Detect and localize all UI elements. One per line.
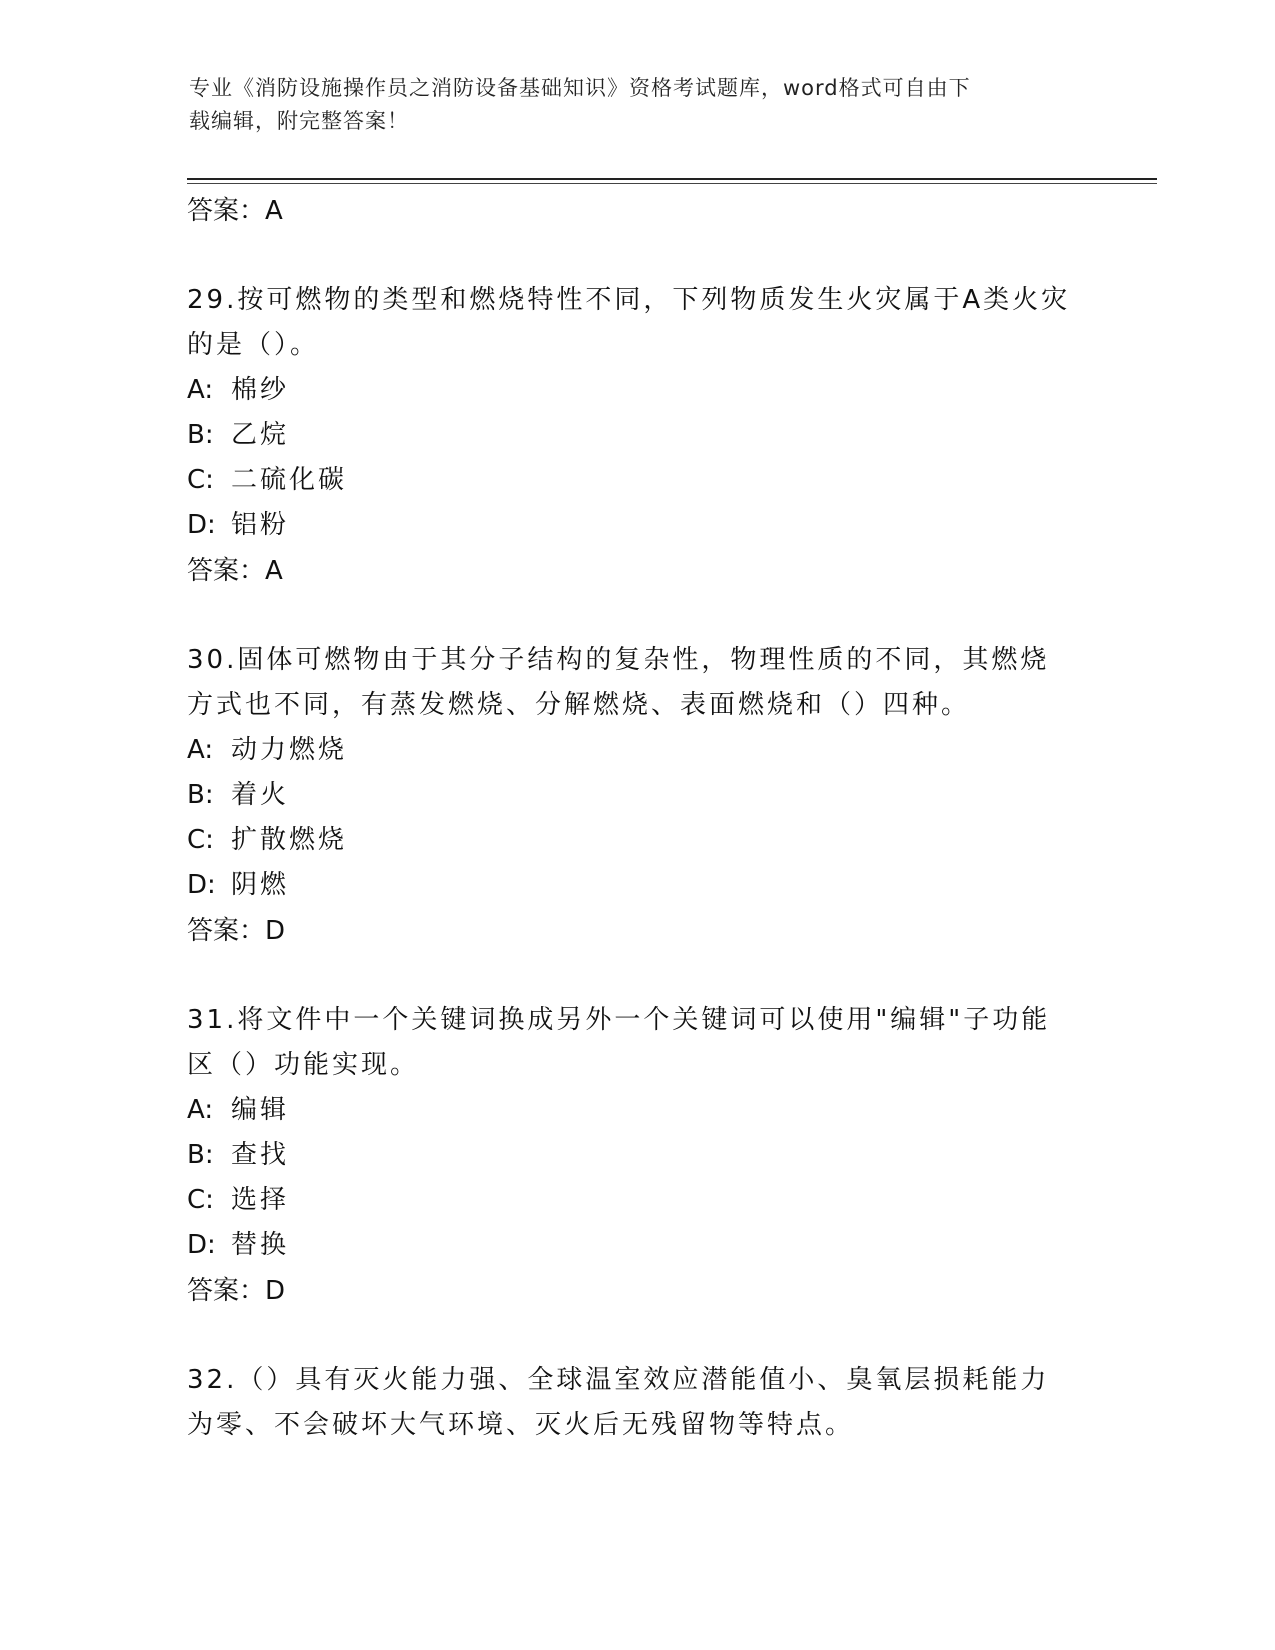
option-text: 阴燃 bbox=[231, 870, 290, 900]
option-item bbox=[187, 413, 1087, 458]
answer-value: D bbox=[265, 916, 286, 946]
option-key: A: bbox=[187, 375, 214, 405]
option-key: D: bbox=[187, 870, 216, 900]
question-block bbox=[187, 1358, 1087, 1448]
option-key: C: bbox=[187, 465, 214, 495]
question-text: 32.（）具有灭火能力强、全球温室效应潜能值小、臭氧层损耗能力为零、不会破坏大气环境、灭火后无残留物等特点。 bbox=[187, 1365, 1050, 1440]
option-item bbox=[187, 1178, 1087, 1223]
question-block bbox=[187, 998, 1087, 1314]
question-list bbox=[187, 188, 1087, 1448]
option-key: B: bbox=[187, 1140, 214, 1170]
option-item bbox=[187, 818, 1087, 863]
option-key: C: bbox=[187, 825, 214, 855]
answer-value: A bbox=[265, 196, 283, 226]
option-item bbox=[187, 863, 1087, 908]
option-text: 查找 bbox=[231, 1140, 290, 1170]
header-divider-thin bbox=[187, 183, 1157, 184]
answer-line bbox=[187, 188, 1087, 234]
option-item bbox=[187, 503, 1087, 548]
answer-line bbox=[187, 908, 1087, 954]
option-text: 编辑 bbox=[231, 1095, 290, 1125]
header-intro-line-1: 专业《消防设施操作员之消防设备基础知识》资格考试题库，word格式可自由下 bbox=[189, 76, 971, 100]
option-item bbox=[187, 1088, 1087, 1133]
option-text: 着火 bbox=[231, 780, 290, 810]
document-header bbox=[189, 72, 1069, 138]
option-text: 乙烷 bbox=[231, 420, 290, 450]
question-text: 30.固体可燃物由于其分子结构的复杂性，物理性质的不同，其燃烧方式也不同，有蒸发燃烧、分解燃烧、表面燃烧和（）四种。 bbox=[187, 645, 1050, 720]
option-item bbox=[187, 1223, 1087, 1268]
option-key: D: bbox=[187, 1230, 216, 1260]
question-text: 29.按可燃物的类型和燃烧特性不同，下列物质发生火灾属于A类火灾的是（）。 bbox=[187, 285, 1071, 360]
answer-label: 答案： bbox=[187, 1276, 266, 1306]
option-key: A: bbox=[187, 735, 214, 765]
option-text: 二硫化碳 bbox=[231, 465, 348, 495]
answer-line bbox=[187, 1268, 1087, 1314]
option-item bbox=[187, 1133, 1087, 1178]
option-item bbox=[187, 368, 1087, 413]
option-text: 扩散燃烧 bbox=[231, 825, 348, 855]
option-text: 选择 bbox=[231, 1185, 290, 1215]
answer-line bbox=[187, 548, 1087, 594]
option-key: C: bbox=[187, 1185, 214, 1215]
option-text: 替换 bbox=[231, 1230, 290, 1260]
option-text: 铝粉 bbox=[231, 510, 290, 540]
option-key: B: bbox=[187, 780, 214, 810]
answer-label: 答案： bbox=[187, 916, 266, 946]
answer-value: D bbox=[265, 1276, 286, 1306]
option-item bbox=[187, 773, 1087, 818]
header-intro-line-2: 载编辑，附完整答案！ bbox=[189, 109, 409, 133]
question-block bbox=[187, 278, 1087, 594]
header-divider-thick bbox=[187, 178, 1157, 180]
option-item bbox=[187, 728, 1087, 773]
option-key: D: bbox=[187, 510, 216, 540]
option-key: B: bbox=[187, 420, 214, 450]
option-text: 动力燃烧 bbox=[231, 735, 348, 765]
answer-value: A bbox=[265, 556, 283, 586]
answer-label: 答案： bbox=[187, 556, 266, 586]
option-text: 棉纱 bbox=[231, 375, 290, 405]
option-item bbox=[187, 458, 1087, 503]
question-text: 31.将文件中一个关键词换成另外一个关键词可以使用"编辑"子功能区（）功能实现。 bbox=[187, 1005, 1051, 1080]
question-block bbox=[187, 638, 1087, 954]
option-key: A: bbox=[187, 1095, 214, 1125]
answer-label: 答案： bbox=[187, 196, 266, 226]
